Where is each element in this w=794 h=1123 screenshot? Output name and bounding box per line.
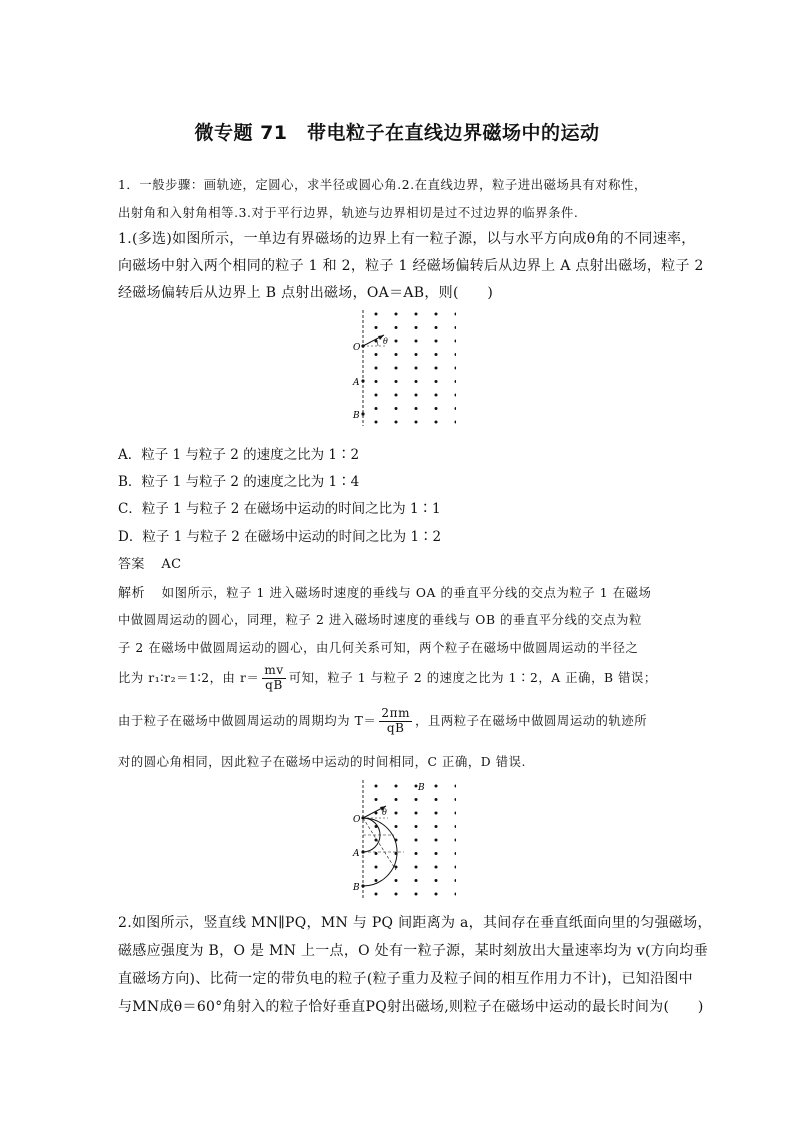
field-dot [415, 866, 418, 869]
analysis-line-4 [118, 664, 657, 693]
answer-value: AC [161, 557, 182, 572]
analysis-line-4-b: 可知，粒子 1 与粒子 2 的速度之比为 1∶2，A 正确，B 错误； [288, 670, 657, 685]
field-dot [375, 798, 378, 801]
field-dot [435, 825, 438, 828]
label-a: A [353, 378, 360, 388]
q1-stem-line-3: 经磁场偏转后从边界上 B 点射出磁场，OA＝AB，则( ) [118, 285, 494, 301]
field-dot [455, 839, 457, 842]
q2-stem-line-3: 直磁场方向)、比荷一定的带负电的粒子(粒子重力及粒子间的相互作用力不计)，已知沿图中 [118, 971, 693, 987]
option-c: C．粒子 1 与粒子 2 在磁场中运动的时间之比为 1∶1 [118, 501, 441, 517]
analysis-line-4-a: 比为 r₁∶r₂＝1∶2，由 r＝ [118, 670, 260, 685]
field-dot [435, 313, 438, 316]
field-dot [395, 421, 398, 424]
analysis-line-2: 中做圆周运动的圆心，同理，粒子 2 进入磁场时速度的垂线与 OB 的垂直平分线的交点为粒 [118, 613, 642, 627]
field-dot [415, 825, 418, 828]
q2-stem-line-2: 磁感应强度为 B，O 是 MN 上一点，O 处有一粒子源，某时刻放出大量速率均为 v(方向均垂 [118, 943, 708, 959]
field-dot [435, 839, 438, 842]
field-dot [455, 785, 457, 788]
field-dot [375, 879, 378, 882]
field-dot [455, 893, 457, 896]
field-dot [455, 340, 457, 343]
field-dot [455, 866, 457, 869]
fraction-2pim-qb [379, 707, 412, 736]
q2-stem-line-4: 与MN成θ＝60°角射入的粒子恰好垂直PQ射出磁场,则粒子在磁场中运动的最长时间为( ) [118, 999, 704, 1015]
fraction-denominator: qB [386, 720, 405, 735]
field-dot [375, 380, 378, 383]
field-dot [455, 394, 457, 397]
label-o: O [353, 343, 361, 353]
field-dot [395, 893, 398, 896]
field-dot [415, 839, 418, 842]
field-dot [395, 812, 398, 815]
label-a: A [353, 849, 360, 859]
field-dot [395, 353, 398, 356]
field-dot [415, 798, 418, 801]
label-b: B [353, 883, 360, 893]
field-dot [415, 407, 418, 410]
field-dot [455, 798, 457, 801]
q1-figure [346, 308, 456, 428]
magnetic-field-dots [375, 785, 457, 896]
field-dot [415, 852, 418, 855]
field-dot [375, 407, 378, 410]
radius-line [363, 818, 396, 870]
field-dot [435, 852, 438, 855]
field-dot [415, 421, 418, 424]
field-dot [375, 893, 378, 896]
field-dot [415, 367, 418, 370]
field-dot [435, 798, 438, 801]
field-dot [435, 866, 438, 869]
field-dot [415, 326, 418, 329]
field-dot [435, 421, 438, 424]
point-a [361, 850, 364, 853]
field-dot [455, 353, 457, 356]
analysis-line-5-b: ，且两粒子在磁场中做圆周运动的轨迹所 [415, 713, 648, 728]
field-dot [375, 785, 378, 788]
option-d: D．粒子 1 与粒子 2 在磁场中运动的时间之比为 1∶2 [118, 529, 442, 545]
analysis-line-6: 对的圆心角相同，因此粒子在磁场中运动的时间相同，C 正确，D 错误. [118, 755, 527, 769]
field-dot [455, 313, 457, 316]
field-dot [415, 340, 418, 343]
field-dot [375, 394, 378, 397]
field-dot [435, 367, 438, 370]
intro-line-1: 1．一般步骤：画轨迹，定圆心，求半径或圆心角.2.在直线边界，粒子进出磁场具有对称性， [118, 178, 647, 192]
fraction-numerator: 2πm [381, 706, 411, 720]
field-dot [455, 380, 457, 383]
field-dot [375, 326, 378, 329]
field-dot [395, 798, 398, 801]
field-dot [415, 893, 418, 896]
point-a [361, 379, 364, 382]
field-dot [435, 326, 438, 329]
field-dot [395, 313, 398, 316]
field-dot [455, 852, 457, 855]
field-dot [415, 812, 418, 815]
field-dot [455, 367, 457, 370]
field-dot [435, 812, 438, 815]
field-dot [415, 353, 418, 356]
field-dot [395, 825, 398, 828]
label-theta: θ [382, 808, 387, 817]
field-dot [415, 380, 418, 383]
analysis-line-1 [118, 582, 651, 601]
analysis-line-5-a: 由于粒子在磁场中做圆周运动的周期均为 T＝ [118, 713, 377, 728]
field-dot [375, 866, 378, 869]
field-dot [455, 825, 457, 828]
field-dot [395, 326, 398, 329]
label-theta: θ [383, 337, 388, 346]
option-a: A．粒子 1 与粒子 2 的速度之比为 1∶2 [118, 447, 360, 463]
label-b-top: B [418, 783, 425, 793]
point-b [361, 412, 364, 415]
field-dot [395, 394, 398, 397]
field-dot [375, 421, 378, 424]
field-dot [455, 812, 457, 815]
field-dot [395, 340, 398, 343]
point-b [361, 884, 364, 887]
answer-label: 答案 [118, 557, 145, 572]
field-dot [435, 879, 438, 882]
field-dot [435, 380, 438, 383]
field-dot [375, 852, 378, 855]
fraction-mv-qb [262, 664, 285, 693]
field-dot [395, 866, 398, 869]
field-dot [395, 380, 398, 383]
field-dot [415, 394, 418, 397]
field-dot [375, 313, 378, 316]
field-dot [375, 353, 378, 356]
field-dot [395, 367, 398, 370]
q1-analysis-figure [346, 778, 456, 900]
page-title: 微专题 71 带电粒子在直线边界磁场中的运动 [194, 122, 600, 144]
field-dot [435, 394, 438, 397]
field-dot [395, 785, 398, 788]
analysis-line-5 [118, 707, 647, 736]
analysis-line-3: 子 2 在磁场中做圆周运动的圆心，由几何关系可知，两个粒子在磁场中做圆周运动的半径之 [118, 641, 639, 655]
analysis-text-1: 如图所示，粒子 1 进入磁场时速度的垂线与 OA 的垂直平分线的交点为粒子 1 在磁场 [161, 586, 652, 600]
answer-row [118, 553, 182, 572]
field-dot [435, 893, 438, 896]
field-dot [435, 407, 438, 410]
intro-line-2: 出射角和入射角相等.3.对于平行边界，轨迹与边界相切是过不过边界的临界条件. [118, 206, 579, 220]
field-dot [415, 313, 418, 316]
fraction-denominator: qB [265, 677, 283, 692]
field-dot [375, 367, 378, 370]
field-dot [435, 785, 438, 788]
option-b: B．粒子 1 与粒子 2 的速度之比为 1∶4 [118, 474, 360, 490]
q1-stem-line-2: 向磁场中射入两个相同的粒子 1 和 2，粒子 1 经磁场偏转后从边界上 A 点射出磁场，粒子 2 [118, 258, 704, 274]
label-b: B [353, 411, 360, 421]
fraction-numerator: mv [264, 663, 284, 677]
field-dot [435, 353, 438, 356]
q1-stem-line-1: 1.(多选)如图所示，一单边有界磁场的边界上有一粒子源，以与水平方向成θ角的不同速率， [118, 231, 696, 247]
field-dot [455, 407, 457, 410]
field-dot [455, 879, 457, 882]
magnetic-field-dots [375, 313, 457, 424]
q2-stem-line-1: 2.如图所示，竖直线 MN∥PQ，MN 与 PQ 间距离为 a，其间存在垂直纸面向里的匀强磁场， [118, 915, 712, 931]
field-dot [455, 421, 457, 424]
analysis-label: 解析 [118, 586, 146, 601]
label-o: O [353, 815, 361, 825]
point-o [361, 344, 364, 347]
field-dot [455, 326, 457, 329]
field-dot [395, 407, 398, 410]
field-dot [395, 879, 398, 882]
field-dot [415, 879, 418, 882]
point-o [361, 816, 364, 819]
field-dot [435, 340, 438, 343]
